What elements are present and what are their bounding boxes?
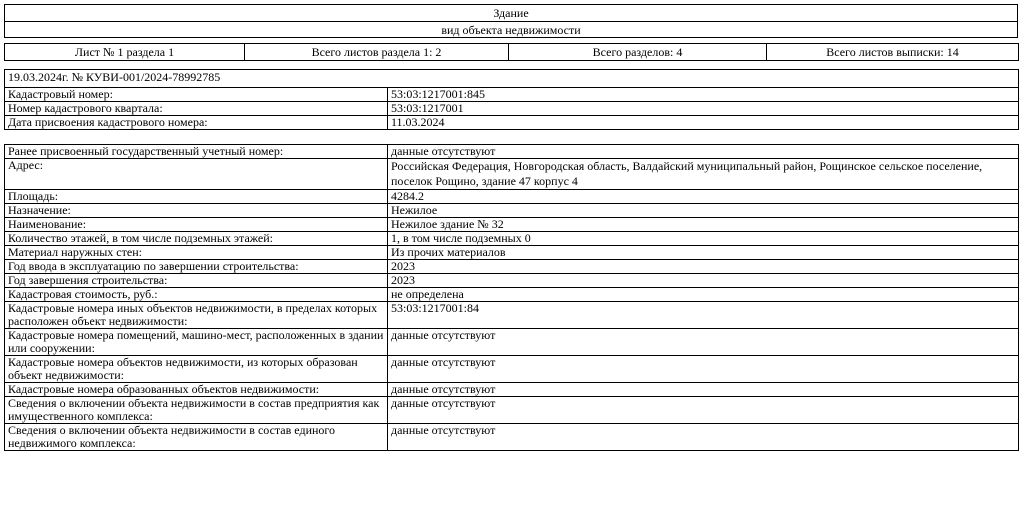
cadastral-number-label: Кадастровый номер: (5, 88, 388, 102)
purpose-value: Нежилое (388, 204, 1019, 218)
assignment-date-value: 11.03.2024 (388, 116, 1019, 130)
floors-value: 1, в том числе подземных 0 (388, 232, 1019, 246)
commission-year-value: 2023 (388, 260, 1019, 274)
table-row (5, 329, 1019, 356)
premises-numbers-label: Кадастровые номера помещений, машино-мест, расположенных в здании или сооружении: (5, 329, 388, 356)
extract-sheets-total: Всего листов выписки: 14 (767, 44, 1019, 61)
completion-year-value: 2023 (388, 274, 1019, 288)
main-info-table (4, 69, 1019, 130)
table-row (5, 116, 1019, 130)
cadastral-quarter-label: Номер кадастрового квартала: (5, 102, 388, 116)
table-row (5, 302, 1019, 329)
single-complex-label: Сведения о включении объекта недвижимости в состав единого недвижимого комплекса: (5, 424, 388, 451)
document-title-box (4, 4, 1018, 38)
table-row (5, 397, 1019, 424)
enterprise-inclusion-value: данные отсутствуют (388, 397, 1019, 424)
table-row (5, 218, 1019, 232)
table-row (5, 274, 1019, 288)
table-row (5, 288, 1019, 302)
source-objects-value: данные отсутствуют (388, 356, 1019, 383)
doc-reference: 19.03.2024г. № КУВИ-001/2024-78992785 (5, 70, 1019, 88)
table-row (5, 424, 1019, 451)
doc-ref-row (5, 70, 1019, 88)
floors-label: Количество этажей, в том числе подземных этажей: (5, 232, 388, 246)
table-row (5, 145, 1019, 159)
name-label: Наименование: (5, 218, 388, 232)
table-row (5, 159, 1019, 190)
parent-objects-label: Кадастровые номера иных объектов недвижимости, в пределах которых расположен объект недвижимости: (5, 302, 388, 329)
table-row (5, 383, 1019, 397)
completion-year-label: Год завершения строительства: (5, 274, 388, 288)
wall-material-label: Материал наружных стен: (5, 246, 388, 260)
table-row (5, 204, 1019, 218)
sheet-info-row (5, 44, 1019, 61)
formed-objects-label: Кадастровые номера образованных объектов недвижимости: (5, 383, 388, 397)
area-label: Площадь: (5, 190, 388, 204)
characteristics-table (4, 144, 1019, 451)
premises-numbers-value: данные отсутствуют (388, 329, 1019, 356)
purpose-label: Назначение: (5, 204, 388, 218)
address-value: Российская Федерация, Новгородская область, Валдайский муниципальный район, Рощинское сельское поселение, поселок Рощино, здание 47 корпус 4 (388, 159, 1019, 190)
sheet-info-table (4, 43, 1019, 61)
sections-total: Всего разделов: 4 (509, 44, 767, 61)
table-row (5, 102, 1019, 116)
source-objects-label: Кадастровые номера объектов недвижимости, из которых образован объект недвижимости: (5, 356, 388, 383)
table-row (5, 88, 1019, 102)
table-row (5, 246, 1019, 260)
table-row (5, 260, 1019, 274)
cadastral-value-value: не определена (388, 288, 1019, 302)
cadastral-value-label: Кадастровая стоимость, руб.: (5, 288, 388, 302)
prev-number-label: Ранее присвоенный государственный учетный номер: (5, 145, 388, 159)
prev-number-value: данные отсутствуют (388, 145, 1019, 159)
table-row (5, 356, 1019, 383)
document-title: Здание (5, 5, 1017, 22)
cadastral-quarter-value: 53:03:1217001 (388, 102, 1019, 116)
parent-objects-value: 53:03:1217001:84 (388, 302, 1019, 329)
address-label: Адрес: (5, 159, 388, 190)
commission-year-label: Год ввода в эксплуатацию по завершении строительства: (5, 260, 388, 274)
cadastral-number-value: 53:03:1217001:845 (388, 88, 1019, 102)
wall-material-value: Из прочих материалов (388, 246, 1019, 260)
area-value: 4284.2 (388, 190, 1019, 204)
section-sheets-total: Всего листов раздела 1: 2 (245, 44, 509, 61)
table-row (5, 190, 1019, 204)
sheet-number: Лист № 1 раздела 1 (5, 44, 245, 61)
single-complex-value: данные отсутствуют (388, 424, 1019, 451)
assignment-date-label: Дата присвоения кадастрового номера: (5, 116, 388, 130)
object-type: вид объекта недвижимости (441, 23, 581, 37)
formed-objects-value: данные отсутствуют (388, 383, 1019, 397)
table-row (5, 232, 1019, 246)
enterprise-inclusion-label: Сведения о включении объекта недвижимости в состав предприятия как имущественного комплекса: (5, 397, 388, 424)
name-value: Нежилое здание № 32 (388, 218, 1019, 232)
